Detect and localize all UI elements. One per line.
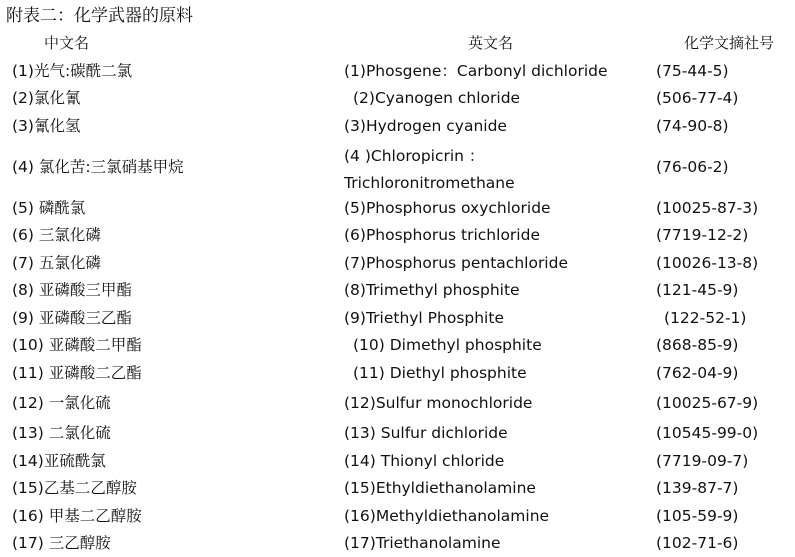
chinese-name-cell: (13) 二氯化硫 [12,424,111,442]
chinese-name-cell: (6) 三氯化磷 [12,226,101,244]
chinese-name-cell: (12) 一氯化硫 [12,394,111,412]
chinese-name-cell: (14)亚硫酰氯 [12,452,106,470]
column-header-cas-number: 化学文摘社号 [684,34,775,52]
chinese-name-cell: (11) 亚磷酸二乙酯 [12,364,142,382]
english-name-cell: (1)Phosgene：Carbonyl dichloride [344,62,608,80]
chinese-name-cell: (16) 甲基二乙醇胺 [12,507,142,525]
cas-number-cell: (506-77-4) [656,89,739,107]
cas-number-cell: (762-04-9) [656,364,739,382]
chinese-name-cell: (10) 亚磷酸二甲酯 [12,336,142,354]
chinese-name-cell: (3)氰化氢 [12,117,81,135]
chinese-name-cell: (9) 亚磷酸三乙酯 [12,309,132,327]
chinese-name-cell: (5) 磷酰氯 [12,199,86,217]
english-name-cell: (8)Trimethyl phosphite [344,281,520,299]
english-name-cell: (4 )Chloropicrin ：Trichloronitromethane [344,147,515,192]
english-name-cell: (3)Hydrogen cyanide [344,117,507,135]
english-name-cell: (16)Methyldiethanolamine [344,507,550,525]
chinese-name-cell: (2)氯化氰 [12,89,81,107]
cas-number-cell: (76-06-2) [656,158,729,176]
cas-number-cell: (121-45-9) [656,281,739,299]
chinese-name-cell: (7) 五氯化磷 [12,254,101,272]
cas-number-cell: (868-85-9) [656,336,739,354]
cas-number-cell: (102-71-6) [656,534,739,552]
cas-number-cell: (75-44-5) [656,62,729,80]
chinese-name-cell: (15)乙基二乙醇胺 [12,479,137,497]
column-header-chinese-name: 中文名 [44,34,90,52]
english-name-cell: (17)Triethanolamine [344,534,501,552]
english-name-cell: (11) Diethyl phosphite [353,364,527,382]
chinese-name-cell: (4) 氯化苦:三氯硝基甲烷 [12,158,184,176]
column-header-english-name: 英文名 [468,34,514,52]
cas-number-cell: (10025-67-9) [656,394,759,412]
cas-number-cell: (7719-09-7) [656,452,749,470]
english-name-cell: (12)Sulfur monochloride [344,394,533,412]
english-name-cell: (6)Phosphorus trichloride [344,226,540,244]
page-title: 附表二：化学武器的原料 [6,6,193,26]
english-name-cell: (10) Dimethyl phosphite [353,336,542,354]
cas-number-cell: (10025-87-3) [656,199,759,217]
english-name-cell: (5)Phosphorus oxychloride [344,199,551,217]
english-name-cell: (14) Thionyl chloride [344,452,505,470]
cas-number-cell: (105-59-9) [656,507,739,525]
english-name-cell: (15)Ethyldiethanolamine [344,479,536,497]
cas-number-cell: (7719-12-2) [656,226,749,244]
chinese-name-cell: (8) 亚磷酸三甲酯 [12,281,132,299]
english-name-cell: (7)Phosphorus pentachloride [344,254,568,272]
chinese-name-cell: (1)光气:碳酰二氯 [12,62,133,80]
cas-number-cell: (10545-99-0) [656,424,759,442]
english-name-cell: (13) Sulfur dichloride [344,424,508,442]
cas-number-cell: (122-52-1) [664,309,747,327]
english-name-cell: (9)Triethyl Phosphite [344,309,504,327]
chinese-name-cell: (17) 三乙醇胺 [12,534,111,552]
english-name-cell: (2)Cyanogen chloride [353,89,521,107]
cas-number-cell: (139-87-7) [656,479,739,497]
cas-number-cell: (74-90-8) [656,117,729,135]
cas-number-cell: (10026-13-8) [656,254,759,272]
